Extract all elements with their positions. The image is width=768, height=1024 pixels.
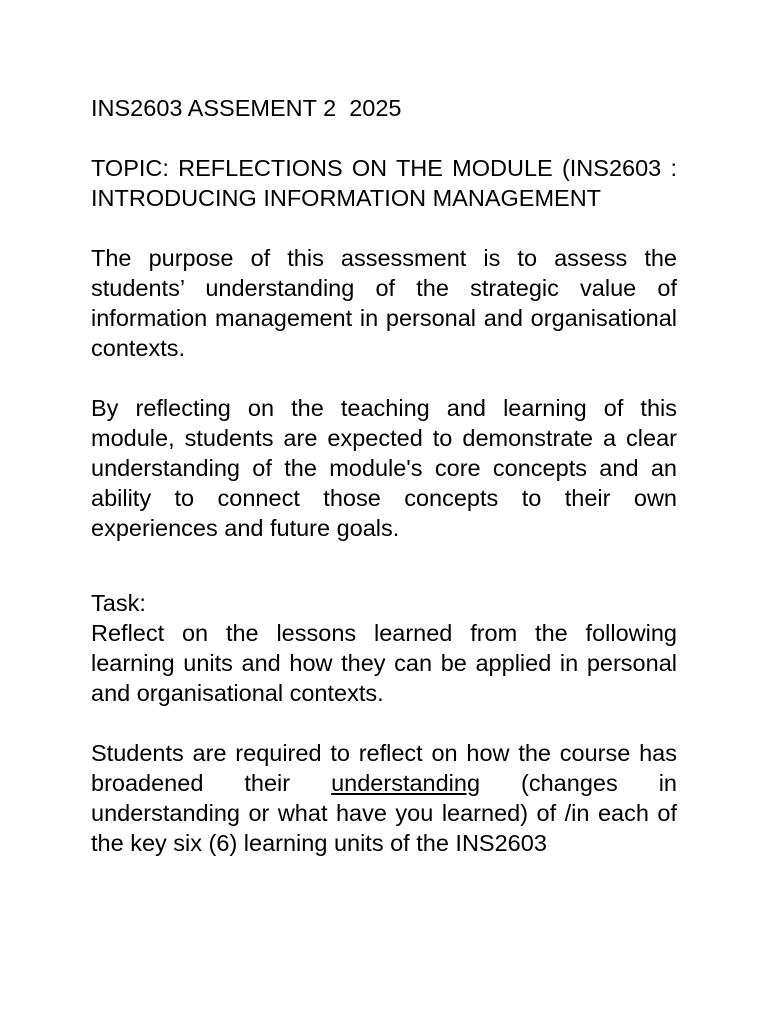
task-paragraph: Reflect on the lessons learned from the following learning units and how they can be applied in personal and organisational contexts. bbox=[91, 620, 677, 706]
document-page bbox=[91, 93, 677, 858]
topic-heading: TOPIC: REFLECTIONS ON THE MODULE (INS2603 : INTRODUCING INFORMATION MANAGEMENT bbox=[91, 155, 677, 211]
purpose-paragraph: The purpose of this assessment is to assess the students’ understanding of the strategic value of information management in personal and organisational contexts. bbox=[91, 245, 677, 361]
underlined-word: understanding bbox=[331, 770, 481, 796]
spacer bbox=[91, 708, 677, 738]
document-header: INS2603 ASSEMENT 2 2025 bbox=[91, 95, 402, 121]
reflecting-paragraph: By reflecting on the teaching and learning of this module, students are expected to demonstrate a clear understanding of the module's core concepts and an ability to connect those concepts to their own experiences and future goals. bbox=[91, 395, 677, 541]
spacer bbox=[91, 363, 677, 393]
spacer bbox=[91, 123, 677, 153]
requirement-text-before: Students are required to reflect on how the course has broadened their bbox=[91, 740, 677, 796]
spacer bbox=[91, 543, 677, 588]
requirement-text-after: (changes in understanding or what have you learned) of /in each of the key six (6) learning units of the INS2603 bbox=[91, 770, 677, 856]
task-label: Task: bbox=[91, 590, 146, 616]
requirement-paragraph bbox=[91, 738, 677, 858]
spacer bbox=[91, 213, 677, 243]
